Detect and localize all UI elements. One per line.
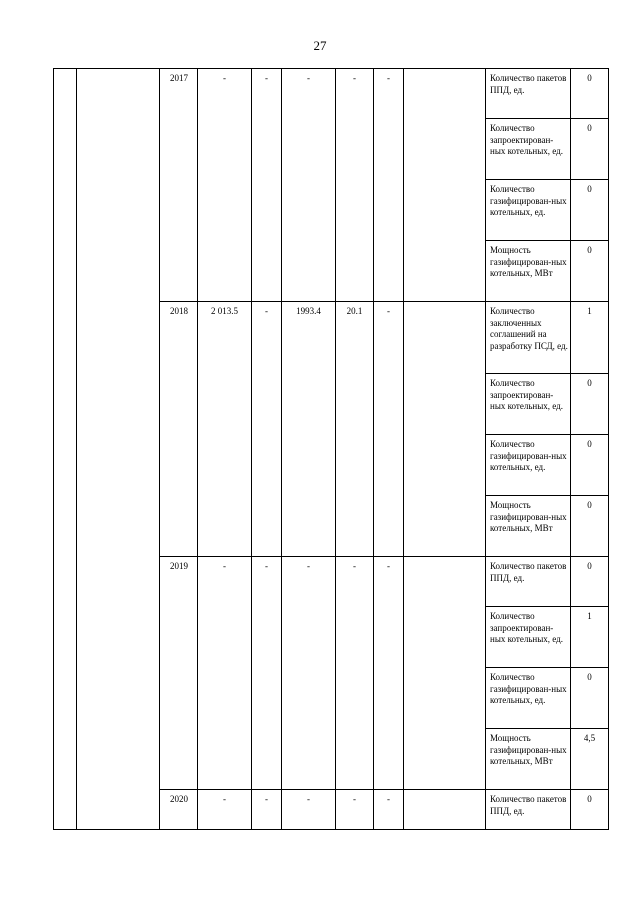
indicator-name-cell: Мощность газифицирован-ных котельных, МВт	[486, 729, 571, 790]
indicator-name-cell: Количество газифицирован-ных котельных, ед.	[486, 668, 571, 729]
indicator-name-cell: Количество пакетов ППД, ед.	[486, 69, 571, 119]
funding-value-cell: 1993.4	[282, 302, 336, 557]
funding-value-cell: -	[374, 69, 404, 302]
indicator-name-cell: Количество запроектирован-ных котельных, ед.	[486, 119, 571, 180]
indicator-value-cell: 0	[571, 241, 609, 302]
executor-cell	[404, 790, 486, 830]
funding-value-cell: -	[198, 557, 252, 790]
indicator-name-cell: Количество газифицирован-ных котельных, ед.	[486, 180, 571, 241]
year-cell: 2020	[160, 790, 198, 830]
funding-value-cell: -	[252, 557, 282, 790]
table-row	[54, 69, 609, 119]
year-cell: 2018	[160, 302, 198, 557]
indicator-value-cell: 0	[571, 435, 609, 496]
funding-value-cell: -	[336, 790, 374, 830]
indicator-value-cell: 0	[571, 119, 609, 180]
indicator-name-cell: Количество запроектирован-ных котельных, ед.	[486, 607, 571, 668]
indicator-value-cell: 0	[571, 69, 609, 119]
executor-cell	[404, 557, 486, 790]
indicator-value-cell: 1	[571, 607, 609, 668]
funding-value-cell: -	[252, 69, 282, 302]
indicator-value-cell: 0	[571, 180, 609, 241]
indicator-name-cell: Количество запроектирован-ных котельных, ед.	[486, 374, 571, 435]
funding-value-cell: 20.1	[336, 302, 374, 557]
funding-value-cell: -	[374, 302, 404, 557]
funding-value-cell: -	[198, 69, 252, 302]
table-body	[54, 69, 609, 830]
funding-value-cell: -	[374, 557, 404, 790]
funding-value-cell: -	[252, 302, 282, 557]
funding-value-cell: -	[282, 790, 336, 830]
funding-value-cell: 2 013.5	[198, 302, 252, 557]
indicator-value-cell: 4,5	[571, 729, 609, 790]
funding-value-cell: -	[336, 557, 374, 790]
funding-value-cell: -	[252, 790, 282, 830]
indicator-value-cell: 1	[571, 302, 609, 374]
funding-value-cell: -	[374, 790, 404, 830]
indicator-name-cell: Количество пакетов ППД, ед.	[486, 557, 571, 607]
indicator-name-cell: Количество газифицирован-ных котельных, ед.	[486, 435, 571, 496]
event-name-cell	[77, 69, 160, 830]
program-table	[53, 68, 609, 830]
executor-cell	[404, 302, 486, 557]
indicator-name-cell: Количество заключенных соглашений на разработку ПСД, ед.	[486, 302, 571, 374]
number-cell	[54, 69, 77, 830]
indicator-value-cell: 0	[571, 790, 609, 830]
funding-value-cell: -	[282, 69, 336, 302]
indicator-value-cell: 0	[571, 374, 609, 435]
page-number: 27	[313, 38, 327, 53]
indicator-name-cell: Мощность газифицирован-ных котельных, МВт	[486, 241, 571, 302]
funding-value-cell: -	[198, 790, 252, 830]
funding-value-cell: -	[282, 557, 336, 790]
year-cell: 2019	[160, 557, 198, 790]
year-cell: 2017	[160, 69, 198, 302]
indicator-value-cell: 0	[571, 668, 609, 729]
indicator-name-cell: Количество пакетов ППД, ед.	[486, 790, 571, 830]
funding-value-cell: -	[336, 69, 374, 302]
executor-cell	[404, 69, 486, 302]
indicator-value-cell: 0	[571, 496, 609, 557]
indicator-value-cell: 0	[571, 557, 609, 607]
indicator-name-cell: Мощность газифицирован-ных котельных, МВт	[486, 496, 571, 557]
